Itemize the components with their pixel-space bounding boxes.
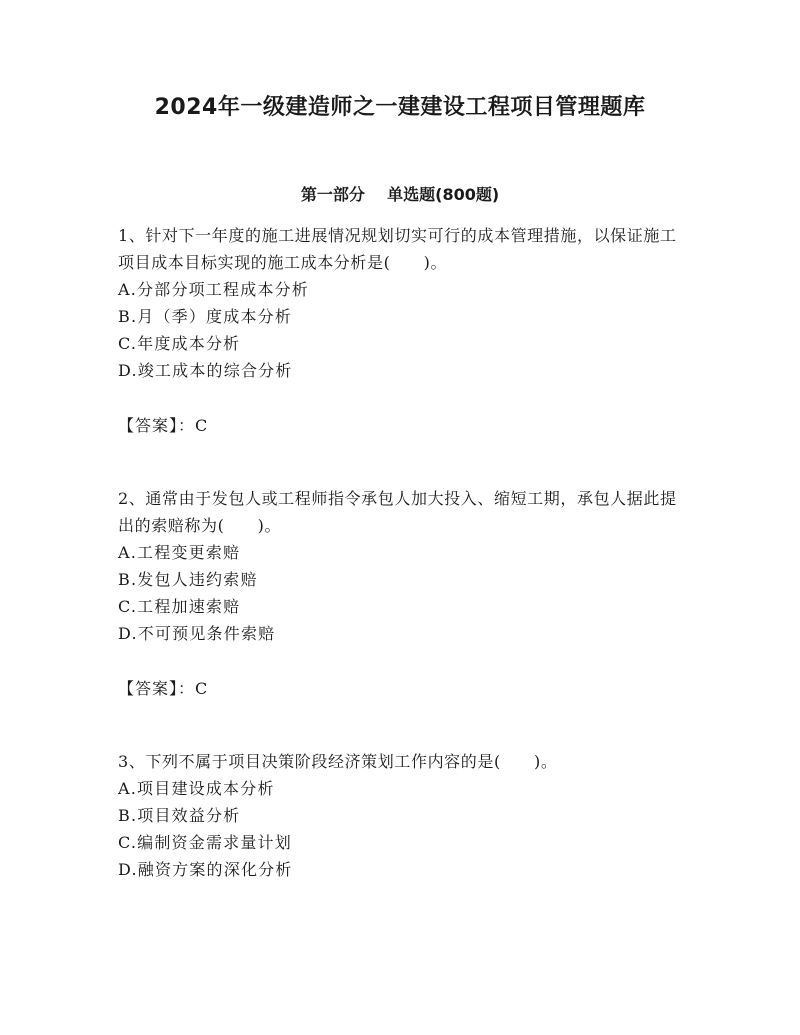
question-text: 3、下列不属于项目决策阶段经济策划工作内容的是( )。 bbox=[118, 752, 558, 771]
option-d: D.竣工成本的综合分析 bbox=[118, 361, 293, 380]
option-b: B.项目效益分析 bbox=[118, 806, 241, 825]
question-text: 2、通常由于发包人或工程师指令承包人加大投入、缩短工期，承包人据此提出的索赔称为( )。 bbox=[118, 489, 677, 535]
option-c: C.年度成本分析 bbox=[118, 334, 241, 353]
option-a: A.分部分项工程成本分析 bbox=[118, 280, 310, 299]
option-a: A.工程变更索赔 bbox=[118, 543, 241, 562]
answer: 【答案】：C bbox=[118, 416, 209, 435]
question-2 bbox=[118, 485, 684, 702]
answer: 【答案】：C bbox=[118, 679, 209, 698]
question-1 bbox=[118, 222, 684, 439]
option-d: D.融资方案的深化分析 bbox=[118, 860, 293, 879]
option-c: C.编制资金需求量计划 bbox=[118, 833, 292, 852]
question-3 bbox=[118, 748, 684, 883]
option-a: A.项目建设成本分析 bbox=[118, 779, 275, 798]
section-heading: 第一部分 单选题(800题) bbox=[300, 185, 500, 204]
option-c: C.工程加速索赔 bbox=[118, 597, 241, 616]
option-d: D.不可预见条件索赔 bbox=[118, 624, 276, 643]
question-list bbox=[118, 222, 684, 883]
option-b: B.发包人违约索赔 bbox=[118, 570, 258, 589]
page-title: 2024年一级建造师之一建建设工程项目管理题库 bbox=[154, 95, 646, 120]
question-text: 1、针对下一年度的施工进展情况规划切实可行的成本管理措施，以保证施工项目成本目标实现的施工成本分析是( )。 bbox=[118, 226, 677, 272]
option-b: B.月（季）度成本分析 bbox=[118, 307, 293, 326]
